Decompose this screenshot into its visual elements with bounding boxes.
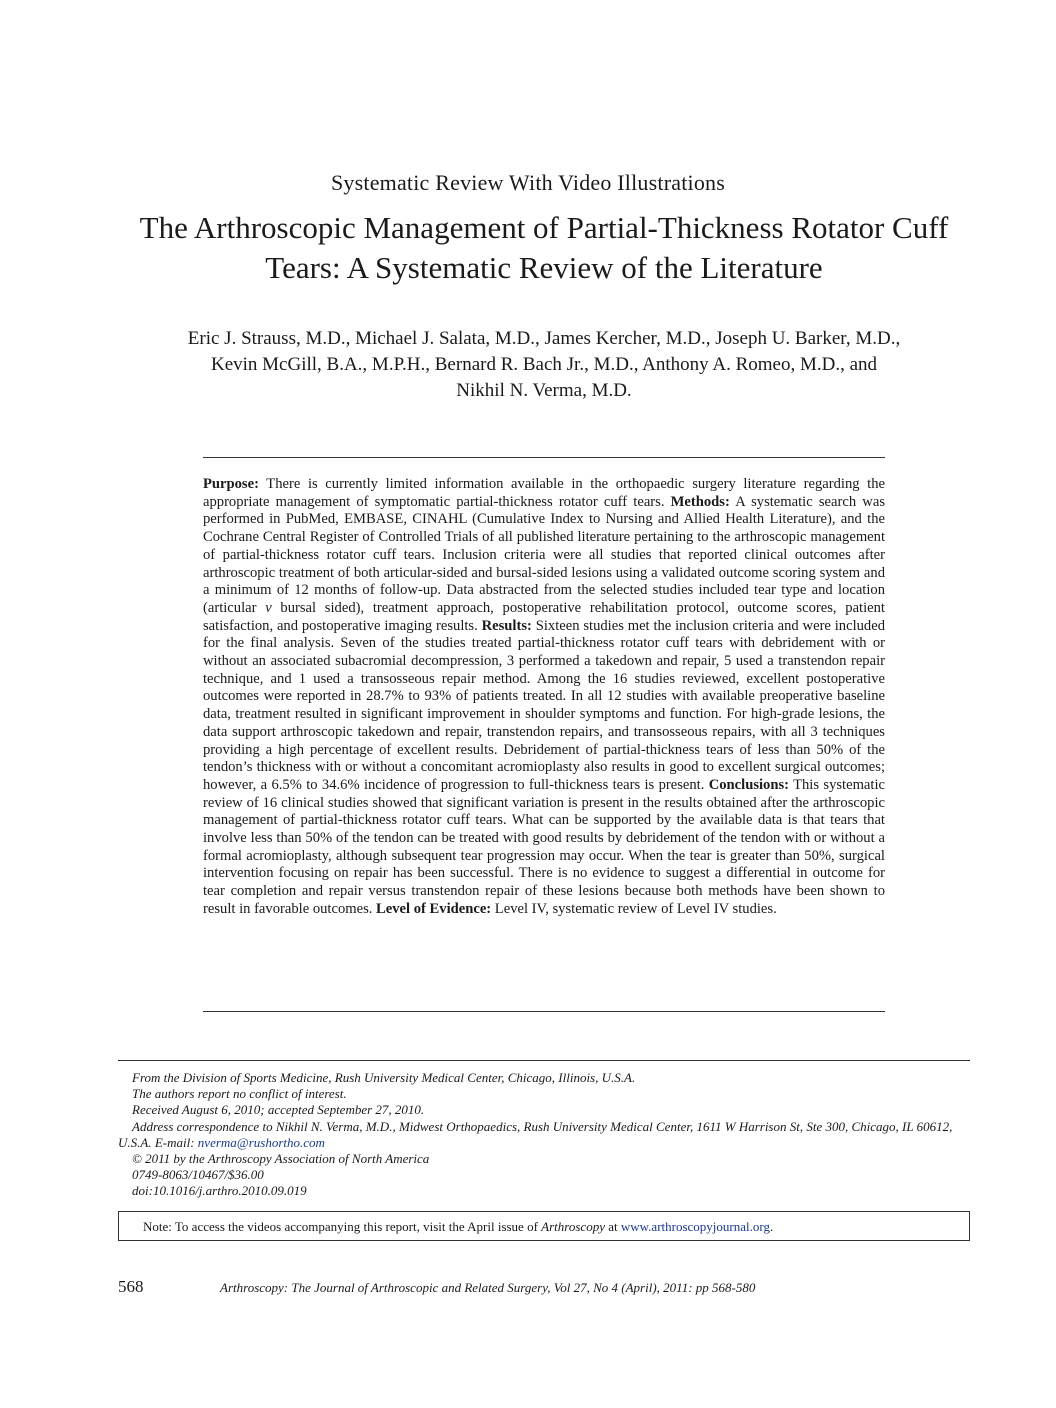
authors-line-3: Nikhil N. Verma, M.D.	[456, 380, 632, 401]
abstract-top-divider	[203, 457, 885, 458]
authors-line-2: Kevin McGill, B.A., M.P.H., Bernard R. Bach Jr., M.D., Anthony A. Romeo, M.D., and	[210, 354, 878, 375]
conflict-note: The authors report no conflict of interest.	[132, 1086, 347, 1102]
methods-text: A systematic search was performed in PubMed, EMBASE, CINAHL (Cumulative Index to Nursing and Allied Health Literature), and the Cochrane Central Register of Controlled Trials of all published literature pertaining to the arthroscopic management of partial-thickness rotator cuff tears. Inclusion criteria were all studies that reported clinical outcomes after arthroscopic treatment of both articular-sided and bursal-sided lesions using a validated outcome scoring system and a minimum of 12 months of follow-up. Data abstracted from the selected studies included tear type and location (articular	[203, 493, 885, 616]
purpose-text: There is currently limited information available in the orthopaedic surgery literature regarding the appropriate management of symptomatic partial-thickness rotator cuff tears.	[203, 476, 885, 510]
note-journal: Arthroscopy	[541, 1219, 605, 1234]
note-prefix: Note: To access the videos accompanying this report, visit the April issue of	[143, 1219, 542, 1234]
authors-line-1: Eric J. Strauss, M.D., Michael J. Salata, M.D., James Kercher, M.D., Joseph U. Barker, M.D.,	[187, 328, 901, 349]
page-number: 568	[118, 1277, 144, 1296]
journal-url-link[interactable]: www.arthroscopyjournal.org	[620, 1219, 770, 1234]
journal-citation: Arthroscopy: The Journal of Arthroscopic and Related Surgery, Vol 27, No 4 (April), 2011: pp 568-580	[220, 1280, 756, 1295]
doi-note: doi:10.1016/j.arthro.2010.09.019	[132, 1183, 307, 1199]
issn-note: 0749-8063/10467/$36.00	[132, 1167, 264, 1183]
abstract-bottom-divider	[203, 1011, 885, 1012]
title-line-1: The Arthroscopic Management of Partial-Thickness Rotator Cuff	[139, 210, 949, 245]
abstract	[203, 476, 885, 919]
level-of-evidence-label: Level of Evidence:	[376, 900, 492, 917]
video-note-box	[118, 1211, 970, 1241]
conclusions-text: This systematic review of 16 clinical studies showed that significant variation is present in the results obtained after the arthroscopic management of partial-thickness rotator cuff tears. What can be supported by the available data is that tears that involve less than 50% of the tendon can be treated with good results by debridement of the tendon with or without a formal acromioplasty, although subsequent tear progression may occur. When the tear is greater than 50%, surgical intervention focusing on repair has been successful. There is no evidence to suggest a differential in outcome for tear completion and repair versus transtendon repair of these lesions because both methods have been shown to result in favorable outcomes.	[203, 776, 885, 917]
email-link[interactable]: nverma@rushortho.com	[197, 1134, 325, 1150]
section-label: Systematic Review With Video Illustrations	[330, 170, 725, 195]
note-middle: at	[604, 1219, 621, 1234]
affiliation-note: From the Division of Sports Medicine, Rush University Medical Center, Chicago, Illinois, U.S.A.	[132, 1070, 636, 1085]
footnotes	[118, 1070, 970, 1200]
versus-abbrev: v	[265, 599, 272, 616]
purpose-label: Purpose:	[203, 476, 259, 492]
author-list	[100, 326, 988, 404]
article-title	[100, 208, 988, 288]
footnote-divider	[118, 1060, 970, 1061]
level-of-evidence-text: Level IV, systematic review of Level IV studies.	[491, 900, 777, 917]
conclusions-label: Conclusions:	[708, 776, 790, 793]
methods-label: Methods:	[670, 493, 730, 510]
methods-text-continued: bursal sided), treatment approach, postoperative rehabilitation protocol, outcome scores, patient satisfaction, and postoperative imaging results.	[203, 599, 885, 634]
note-suffix: .	[769, 1219, 774, 1234]
correspondence-note	[118, 1119, 970, 1151]
results-label: Results:	[481, 617, 532, 634]
correspondence-address: Address correspondence to Nikhil N. Verma, M.D., Midwest Orthopaedics, Rush University Medical Center, 1611 W Harrison St, Ste 300, Chicago, IL 60612, U.S.A. E-mail:	[118, 1118, 953, 1150]
title-line-2: Tears: A Systematic Review of the Literature	[265, 250, 823, 285]
results-text: Sixteen studies met the inclusion criteria and were included for the final analysis. Seven of the studies treated partial-thickness rotator cuff tears with debridement with or without an associated subacromial decompression, 3 performed a takedown and repair, 5 used a transtendon repair technique, and 1 used a transosseous repair method. Among the 16 studies reviewed, excellent postoperative outcomes were reported in 28.7% to 93% of patients treated. In all 12 studies with available preoperative baseline data, treatment resulted in significant improvement in shoulder symptoms and function. For high-grade lesions, the data support arthroscopic takedown and repair, transtendon repairs, and transosseous repairs, with all 3 techniques providing a high percentage of excellent results. Debridement of partial-thickness tears of less than 50% of the tendon’s thickness with or without a concomitant acromioplasty also results in good to excellent surgical outcomes; however, a 6.5% to 34.6% incidence of progression to full-thickness tears is present.	[203, 617, 886, 793]
copyright-note: © 2011 by the Arthroscopy Association of North America	[132, 1151, 430, 1167]
received-note: Received August 6, 2010; accepted September 27, 2010.	[132, 1102, 425, 1118]
